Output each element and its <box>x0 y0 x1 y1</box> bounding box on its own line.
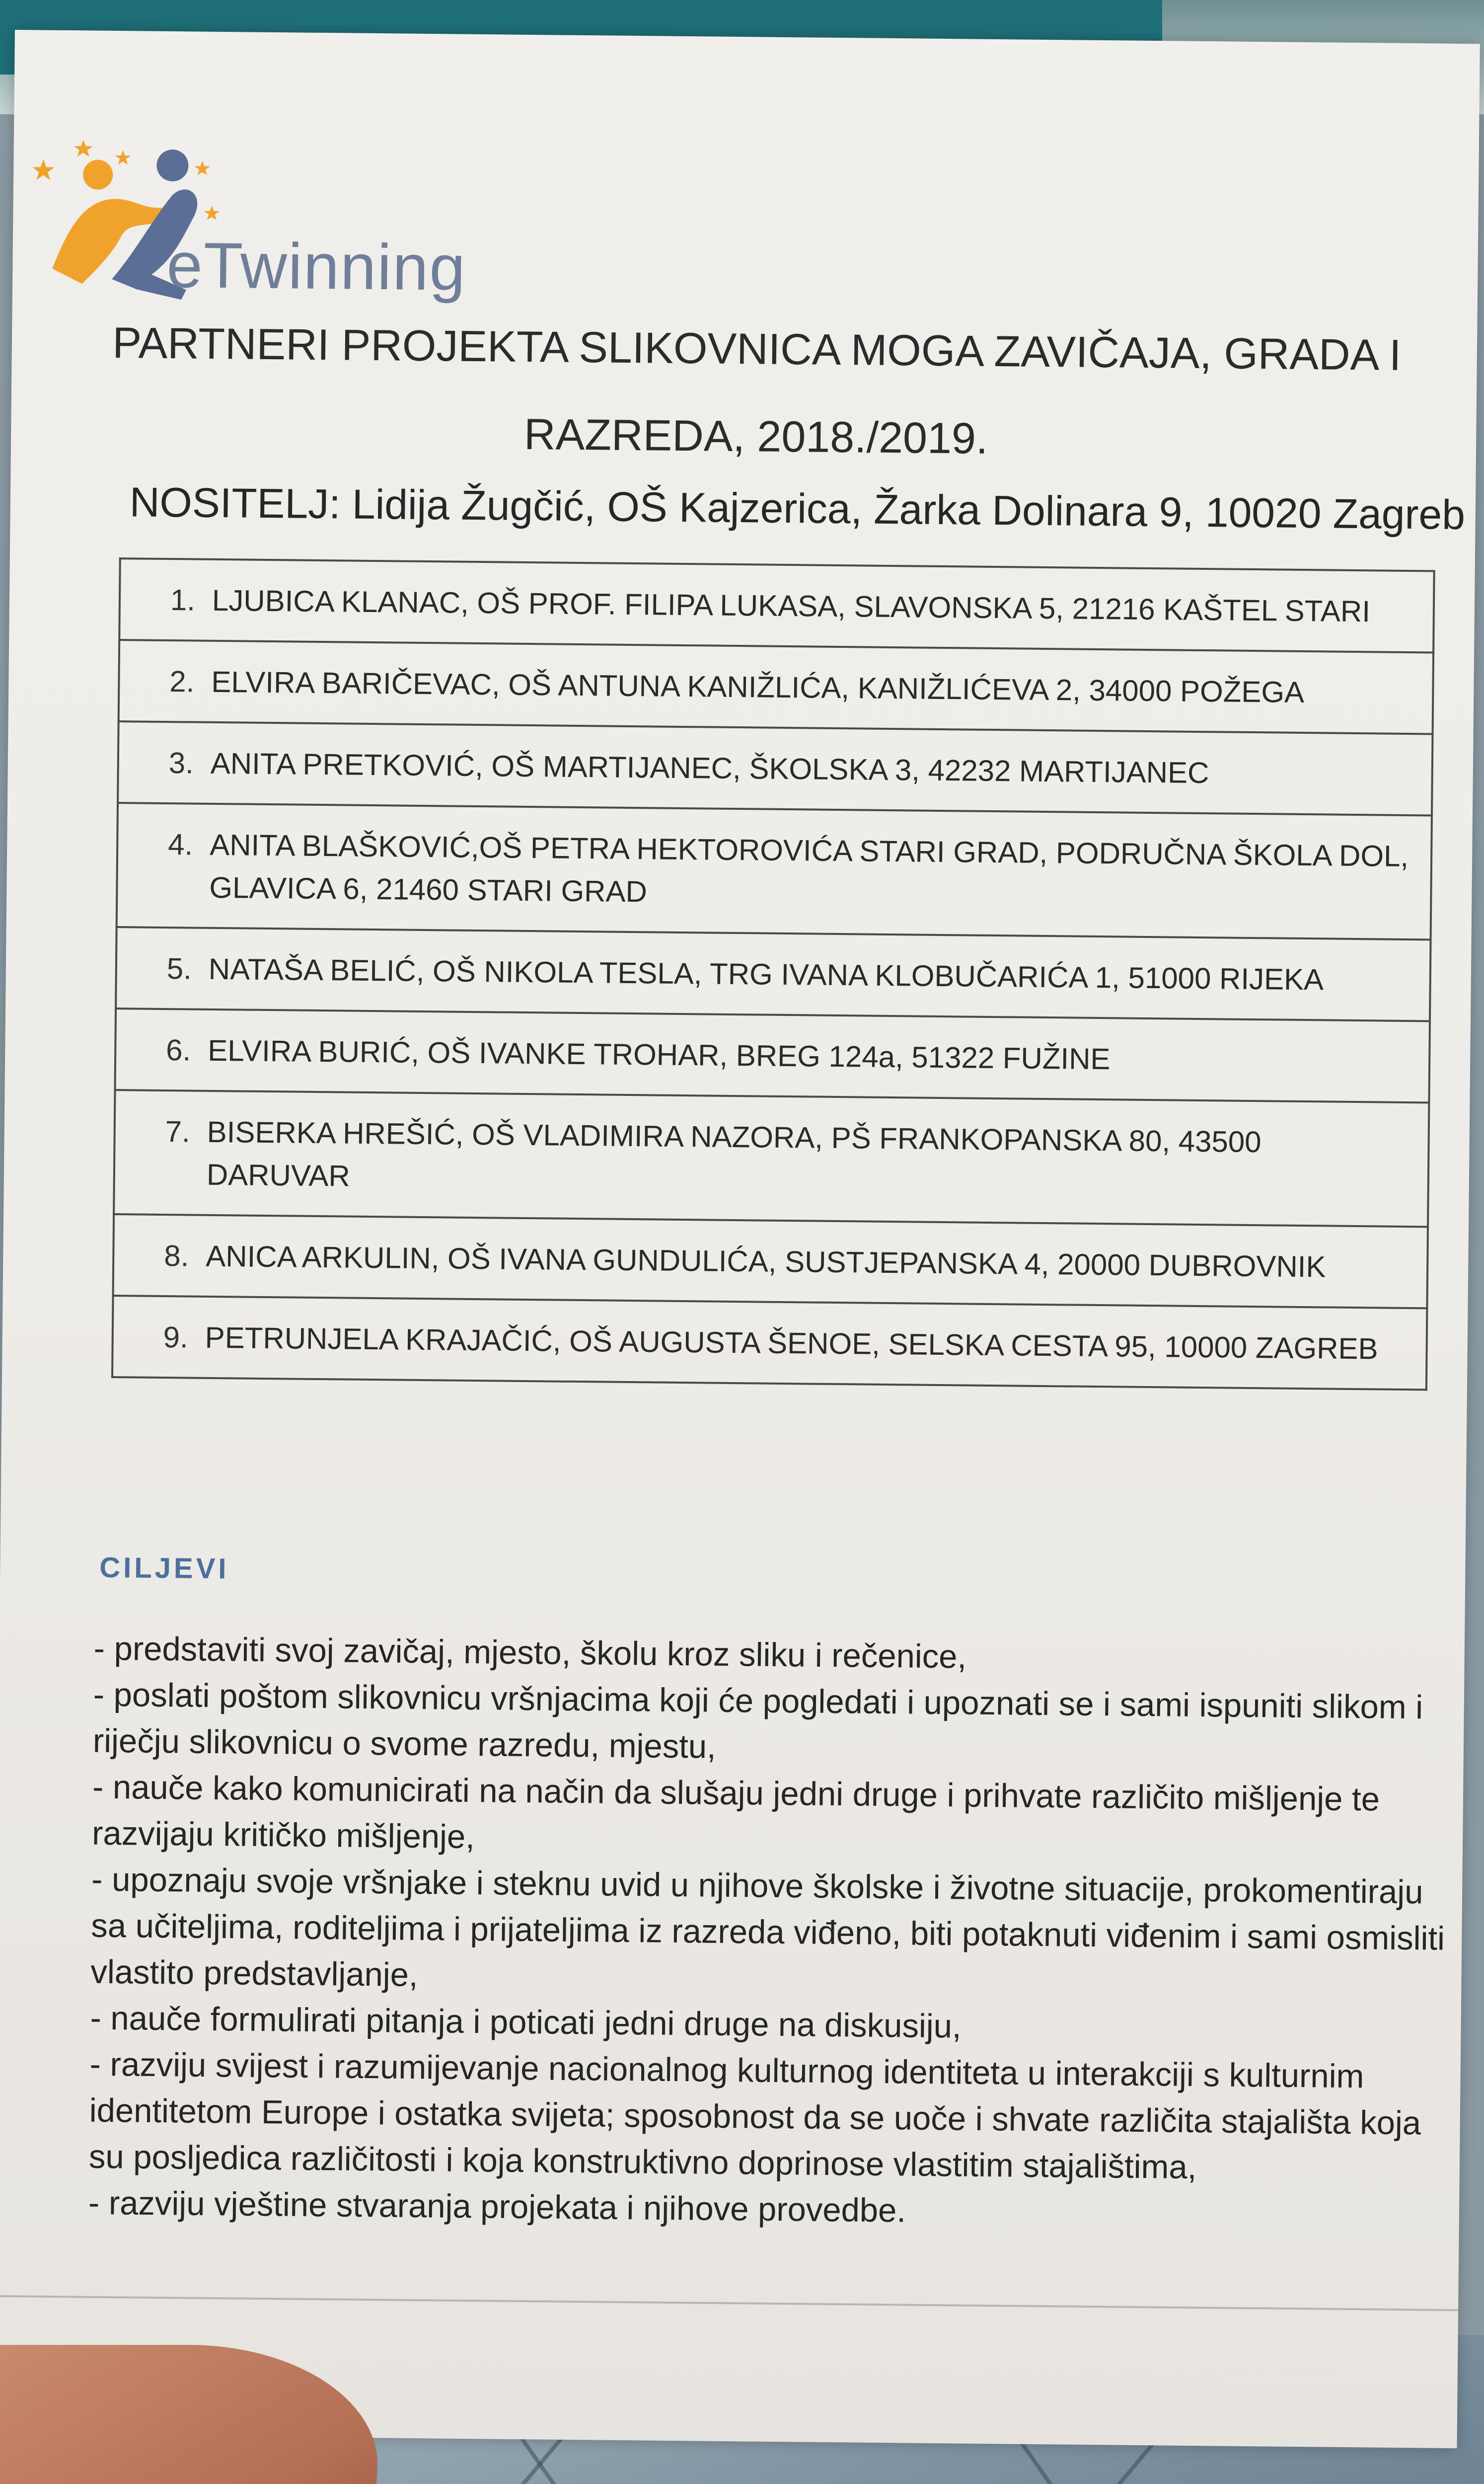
table-row <box>119 640 1433 734</box>
partner-text: ANICA ARKULIN, OŠ IVANA GUNDULIĆA, SUSTJEPANSKA 4, 20000 DUBROVNIK <box>206 1239 1326 1284</box>
table-row <box>114 1090 1429 1227</box>
document-page <box>0 30 1480 2448</box>
goal-item: - predstaviti svoj zavičaj, mjesto, školu kroz sliku i rečenice, <box>93 1630 967 1676</box>
goal-item: - nauče kako komunicirati na način da slušaju jedni druge i prihvate različito mišljenje te razvijaju kritičko mišljenje, <box>91 1768 1380 1856</box>
goal-item: - razviju vještine stvaranja projekata i njihove provedbe. <box>88 2184 906 2230</box>
document-title <box>110 299 1403 486</box>
partner-text: LJUBICA KLANAC, OŠ PROF. FILIPA LUKASA, SLAVONSKA 5, 21216 KAŠTEL STARI <box>212 583 1371 628</box>
title-line-2: RAZREDA, 2018./2019. <box>523 409 988 463</box>
partner-text: ANITA BLAŠKOVIĆ,OŠ PETRA HEKTOROVIĆA STARI GRAD, PODRUČNA ŠKOLA DOL, GLAVICA 6, 21460 STARI GRAD <box>209 828 1409 909</box>
partner-text: NATAŠA BELIĆ, OŠ NIKOLA TESLA, TRG IVANA KLOBUČARIĆA 1, 51000 RIJEKA <box>208 952 1324 997</box>
goal-item: - razviju svijest i razumijevanje nacionalnog kulturnog identiteta u interakciji s kulturnim identitetom Europe i ostatka svijeta; sposobnost da se uoče i shvate različita stajališta koja su posljedica različitosti i koja konstruktivno doprinose vlastitim stajalištima, <box>88 2045 1421 2186</box>
goal-item: - nauče formulirati pitanja i poticati jedni druge na diskusiju, <box>90 1999 962 2045</box>
partner-text: ANITA PRETKOVIĆ, OŠ MARTIJANEC, ŠKOLSKA 3, 42232 MARTIJANEC <box>210 746 1209 790</box>
row-number: 4. <box>167 828 193 861</box>
table-row <box>113 1214 1428 1308</box>
partner-text: PETRUNJELA KRAJAČIĆ, OŠ AUGUSTA ŠENOE, SELSKA CESTA 95, 10000 ZAGREB <box>205 1320 1378 1366</box>
goals-heading: CILJEVI <box>99 1551 229 1585</box>
row-number: 2. <box>169 665 195 699</box>
table-row <box>112 1296 1427 1390</box>
table-row <box>117 803 1432 939</box>
title-line-1: PARTNERI PROJEKTA SLIKOVNICA MOGA ZAVIČAJA, GRADA I <box>112 317 1402 380</box>
row-number: 3. <box>168 746 194 780</box>
partner-text: ELVIRA BARIČEVAC, OŠ ANTUNA KANIŽLIĆA, KANIŽLIĆEVA 2, 34000 POŽEGA <box>211 665 1305 709</box>
page-fold-line <box>0 2295 1458 2311</box>
partners-table <box>111 557 1435 1391</box>
row-number: 6. <box>165 1033 191 1067</box>
table-row <box>115 1009 1430 1102</box>
row-number: 8. <box>163 1239 189 1273</box>
goals-list <box>88 1626 1465 2239</box>
table-row <box>116 927 1430 1021</box>
partner-text: ELVIRA BURIĆ, OŠ IVANKE TROHAR, BREG 124a, 51322 FUŽINE <box>207 1033 1111 1076</box>
table-row <box>118 721 1432 815</box>
table-row <box>119 558 1434 652</box>
etwinning-logo-text: eTwinning <box>166 228 467 304</box>
row-number: 1. <box>170 583 196 617</box>
goal-item: - poslati poštom slikovnicu vršnjacima koji će pogledati i upoznati se i sami ispuniti slikom i riječju slikovnicu o svome razredu, mjestu, <box>92 1676 1423 1766</box>
partner-text: BISERKA HREŠIĆ, OŠ VLADIMIRA NAZORA, PŠ FRANKOPANSKA 80, 43500 DARUVAR <box>206 1115 1261 1193</box>
project-holder: NOSITELJ: Lidija Žugčić, OŠ Kajzerica, Žarka Dolinara 9, 10020 Zagreb <box>129 478 1466 539</box>
row-number: 5. <box>166 952 192 986</box>
row-number: 7. <box>165 1115 191 1149</box>
row-number: 9. <box>163 1320 189 1354</box>
goal-item: - upoznaju svoje vršnjake i steknu uvid u njihove školske i životne situacije, prokomentiraju sa učiteljima, roditeljima i prijateljima iz razreda viđeno, biti potaknuti viđenim i sami osmisliti vlastito predstavljanje, <box>90 1861 1445 1994</box>
